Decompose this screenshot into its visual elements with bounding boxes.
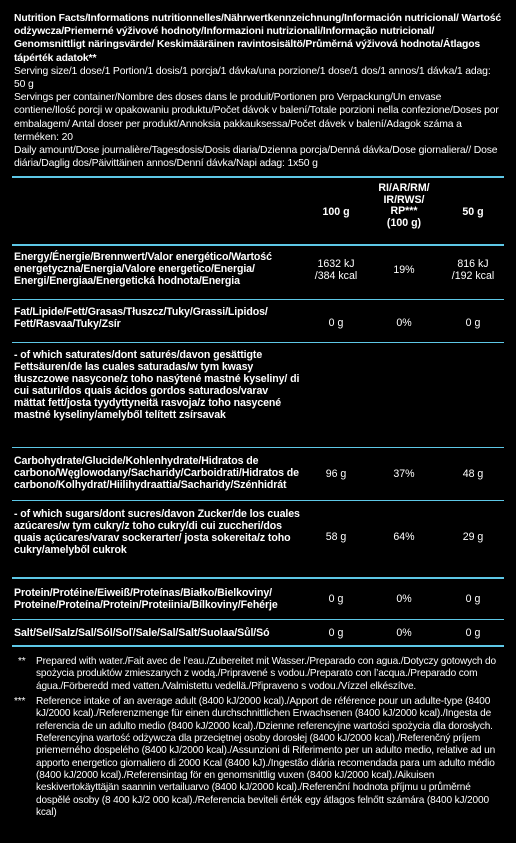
salt-50g: 0 g: [465, 627, 481, 639]
footnote-prepared-with-water: [14, 656, 504, 693]
divider-row: [12, 577, 504, 579]
fat-ri: 0%: [396, 317, 412, 329]
divider-footer: [12, 645, 504, 647]
sugars-ri: 64%: [393, 531, 415, 543]
column-header-50g: 50 g: [462, 206, 484, 218]
footnote-marker: ***: [14, 696, 26, 708]
salt-ri: 0%: [396, 627, 412, 639]
footnote-text: Prepared with water./Fait avec de l’eau./Zubereitet mit Wasser./Preparado con agua./Dotyczy gotowych do spożycia produktów zmieszanych z wodą./Pripravené s vodou./Preparato con l’acqua./Preparado com água./Förberedd med vatten./Valmistettu vedellä./Připraveno s vodou./Vízzel elkészítve.: [36, 656, 496, 692]
divider-header: [12, 176, 504, 178]
divider-row: [12, 342, 504, 343]
energy-100g: 1632 kJ /384 kcal: [314, 258, 358, 282]
daily-amount: Daily amount/Dose journalière/Tagesdosis/Dosis diaria/Dzienna porcja/Denná dávka/Dose giornaliera// Dose diária/Daglig dos/Päivittäinen annos/Denní dávka/Napi adag: 1x50 g: [14, 145, 498, 170]
sugars-100g: 58 g: [325, 531, 347, 543]
label-title: Nutrition Facts/Informations nutritionnelles/Nährwertkennzeichnung/Información nutricional/ Wartość odżywcza/Priemerné výživové hodnoty/Informazioni nutrizionali/Informação nutricional/ Genomsnittligt näringsvärde/ Keskimääräinen ravintosisältö/Průměrná výživová hodnota/Átlagos tápérték adatok**: [14, 13, 502, 64]
row-label-sugars: - of which sugars/dont sucres/davon Zucker/de los cuales azúcares/w tym cukry/z toho cukry/di cui zuccheri/dos quais açúcares/varav sockerarter/ josta sokereita/z toho cukry/amelyből cukrok: [14, 508, 300, 556]
servings-per-container: Servings per container/Nombre des doses dans le produit/Portionen pro Verpackung/Un envase contiene/Ilość porcji w opakowaniu produktu/Počet dávok v balení/Totale porzioni nella confezione/Doses por embalagem/ Antal doser per produkt/Annoksia pakkauksessa/Počet dávek v balení/Adagok száma a terméken: 20: [14, 92, 499, 143]
salt-100g: 0 g: [328, 627, 344, 639]
label-header: [14, 12, 504, 170]
column-header-100g: 100 g: [322, 206, 350, 218]
row-label-carbohydrate: Carbohydrate/Glucide/Kohlenhydrate/Hidratos de carbono/Węglowodany/Sacharidy/Carboidrati/Hidratos de carbono/Kolhydrat/Hiilihydraattia/Sacharidy/Szénhidrát: [14, 455, 299, 491]
energy-ri: 19%: [393, 264, 415, 276]
divider-row: [12, 500, 504, 501]
footnotes: [14, 656, 504, 822]
row-label-energy: Energy/Énergie/Brennwert/Valor energético/Wartość energetyczna/Energia/Valore energetico/Energia/ Energi/Energiaa/Energetická hodnota/Energia: [14, 251, 272, 287]
carbohydrate-100g: 96 g: [325, 468, 347, 480]
column-header-ri: RI/AR/RM/ IR/RWS/ RP*** (100 g): [378, 182, 430, 229]
energy-50g: 816 kJ /192 kcal: [451, 258, 495, 282]
row-label-fat: Fat/Lipide/Fett/Grasas/Tłuszcz/Tuky/Grassi/Lipidos/ Fett/Rasvaa/Tuky/Zsír: [14, 306, 268, 330]
row-label-salt: Salt/Sel/Salz/Sal/Sól/Soľ/Sale/Sal/Salt/Suolaa/Sůl/Só: [14, 627, 270, 639]
divider-columns: [12, 244, 504, 246]
protein-50g: 0 g: [465, 593, 481, 605]
footnote-text: Reference intake of an average adult (8400 kJ/2000 kcal)./Apport de référence pour un adulte-type (8400 kJ/2000 kcal)./Referenzmenge für einen durchschnittlichen Erwachsenen (8400 kJ/2000 kcal)./Ingesta de referencia de un adulto medio (8400 kJ/2000 kcal)./Dzienne referencyjne wartości spożycia dla dorosłych. Referencyjna wartość odżywcza dla przeciętnej osoby dorosłej (8400 kJ/2000 kcal)./Referenčný príjem priemerného dospelého (8400 kJ/2000 kcal)./Assunzioni di Riferimento per un adulto medio, relative ad un apporto energetico giornaliero di 2000 Kcal (8400 kJ)./Ingestão diária recomendada para um adulto médio (8400 kJ/2000 kcal)./Referensintag för en genomsnittlig vuxen (8400 kJ/2000 kcal)./Aikuisen keskivertokäyttäjän saannin vertailuarvo (8400 kJ/2000 kcal)./Referenční hodnota příjmu u průměrné dospělé osoby (8 400 kJ/2 000 kcal)./Referencia beviteli érték egy átlagos felnőtt számára (8400 kJ/2000 kcal): [36, 696, 496, 819]
divider-row: [12, 447, 504, 448]
carbohydrate-ri: 37%: [393, 468, 415, 480]
sugars-50g: 29 g: [462, 531, 484, 543]
protein-100g: 0 g: [328, 593, 344, 605]
fat-50g: 0 g: [465, 317, 481, 329]
fat-100g: 0 g: [328, 317, 344, 329]
footnote-reference-intake: [14, 696, 504, 819]
carbohydrate-50g: 48 g: [462, 468, 484, 480]
divider-row: [12, 619, 504, 620]
serving-size: Serving size/1 dose/1 Portion/1 dosis/1 porcja/1 dávka/una porzione/1 dose/1 dos/1 annos/1 dávka/1 adag: 50 g: [14, 65, 491, 91]
divider-row: [12, 299, 504, 300]
footnote-marker: **: [18, 656, 26, 667]
row-label-saturates: - of which saturates/dont saturés/davon gesättigte Fettsäuren/de las cuales saturadas/w tym kwasy tłuszczowe nasycone/z toho nasýtené mastné kyseliny/ di cui saturi/dos quais ácidos gordos saturados/varav mättat fett/josta tyydyttyneitä rasvoja/z toho nasycené mastné kyseliny/amelyből telített zsírsavak: [14, 349, 300, 421]
row-label-protein: Protein/Protéine/Eiweiß/Proteínas/Białko/Bielkoviny/ Proteine/Proteína/Protein/Proteiinia/Bílkoviny/Fehérje: [14, 587, 278, 611]
protein-ri: 0%: [396, 593, 412, 605]
